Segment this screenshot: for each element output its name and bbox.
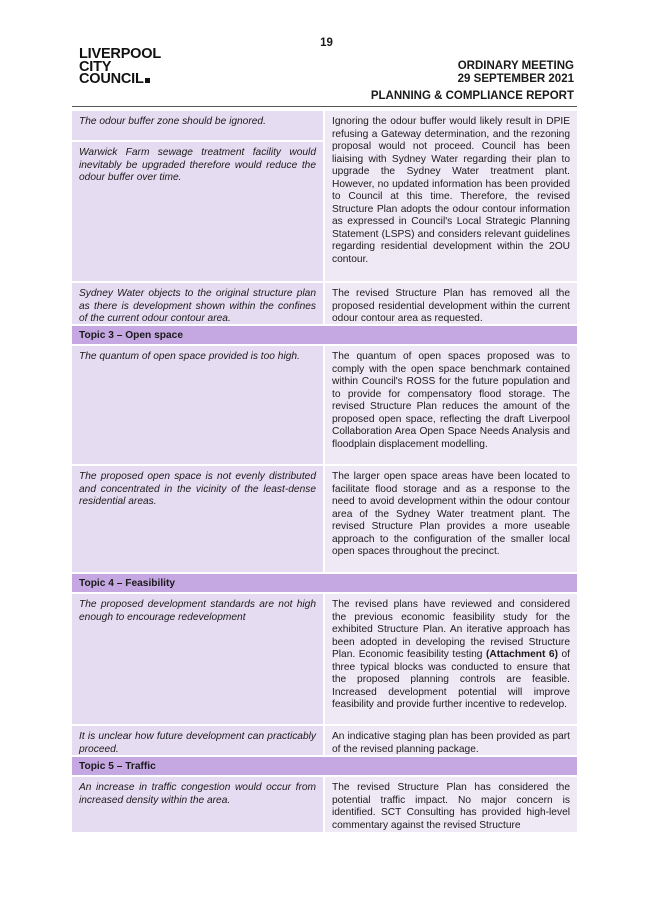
meeting-header	[458, 60, 574, 86]
table-row-odour	[72, 111, 577, 283]
logo-dot-icon	[145, 78, 150, 83]
table-row	[72, 346, 577, 466]
submissions-table	[72, 111, 577, 834]
header-divider	[72, 106, 577, 107]
attachment-reference: (Attachment 6)	[485, 649, 558, 660]
table-row	[72, 726, 577, 757]
issue-cell: The proposed development standards are not high enough to encourage redevelopment	[72, 594, 325, 724]
table-row	[72, 777, 577, 834]
topic-heading-traffic: Topic 5 – Traffic	[72, 757, 577, 777]
issue-cell: The quantum of open space provided is too high.	[72, 346, 325, 464]
meeting-date: 29 SEPTEMBER 2021	[457, 73, 574, 85]
response-cell: The revised plans have reviewed and considered the previous economic feasibility study for the exhibited Structure Plan. An iterative approach has been adopted in developing the revised Structure Plan. Economic feasibility testing (Attachment 6) of three typical blocks was conducted to ensure that the proposed planning controls are feasible. Increased development potential will improve feasibility and provide further incentive to redevelop.	[325, 594, 577, 724]
logo-line-2: CITY	[79, 58, 112, 75]
response-cell: The larger open space areas have been located to facilitate flood storage and as a response to the need to avoid development within the odour contour area of the Sydney Water treatment plant. The revised Structure Plan provides a more useable approach to the configuration of the smaller local open spaces throughout the precinct.	[325, 466, 577, 572]
table-row	[72, 466, 577, 574]
topic-heading-feasibility: Topic 4 – Feasibility	[72, 574, 577, 594]
issue-cell: The odour buffer zone should be ignored.	[72, 111, 323, 140]
issue-cell: An increase in traffic congestion would occur from increased density within the area.	[72, 777, 325, 832]
response-cell: The revised Structure Plan has considered the potential traffic impact. No major concern is identified. SCT Consulting has provided high-level commentary against the revised Structure	[325, 777, 577, 832]
report-title: PLANNING & COMPLIANCE REPORT	[370, 90, 574, 102]
response-cell: The revised Structure Plan has removed all the proposed residential development within the current odour contour area as requested.	[325, 283, 577, 324]
issue-cell: It is unclear how future development can practicably proceed.	[72, 726, 325, 755]
response-cell: Ignoring the odour buffer would likely result in DPIE refusing a Gateway determination, and the rezoning proposal would not proceed. Council has been liaising with Sydney Water regarding their plan to upgrade the Sydney Water treatment plant. However, no updated information has been provided to Council at this time. Therefore, the revised Structure Plan adopts the odour contour information as expressed in Council's Local Strategic Planning Statement (LSPS) and considers relevant guidelines regarding residential development within the 2OU contour.	[325, 111, 577, 281]
table-row	[72, 594, 577, 726]
logo-line-3: COUNCIL	[79, 71, 144, 87]
issue-cell: The proposed open space is not evenly distributed and concentrated in the vicinity of the least-dense residential areas.	[72, 466, 325, 572]
response-cell: The quantum of open spaces proposed was to comply with the open space benchmark contained within Council's ROSS for the future population and to provide for compensatory flood storage. The revised Structure Plan reduces the amount of the proposed open space, reflecting the draft Liverpool Collaboration Area Open Space Needs Analysis and floodplain displacement modelling.	[325, 346, 577, 464]
page-number: 19	[320, 37, 333, 49]
council-logo	[79, 48, 161, 86]
issue-cell: Sydney Water objects to the original structure plan as there is development shown within the confines of the current odour contour area.	[72, 283, 325, 324]
meeting-title: ORDINARY MEETING	[457, 60, 574, 72]
table-row	[72, 283, 577, 326]
logo-line-1: LIVERPOOL	[79, 46, 161, 62]
response-cell: An indicative staging plan has been provided as part of the revised planning package.	[325, 726, 577, 755]
issue-cell: Warwick Farm sewage treatment facility would inevitably be upgraded therefore would reduce the odour buffer over time.	[72, 140, 323, 281]
topic-heading-open-space: Topic 3 – Open space	[72, 326, 577, 346]
